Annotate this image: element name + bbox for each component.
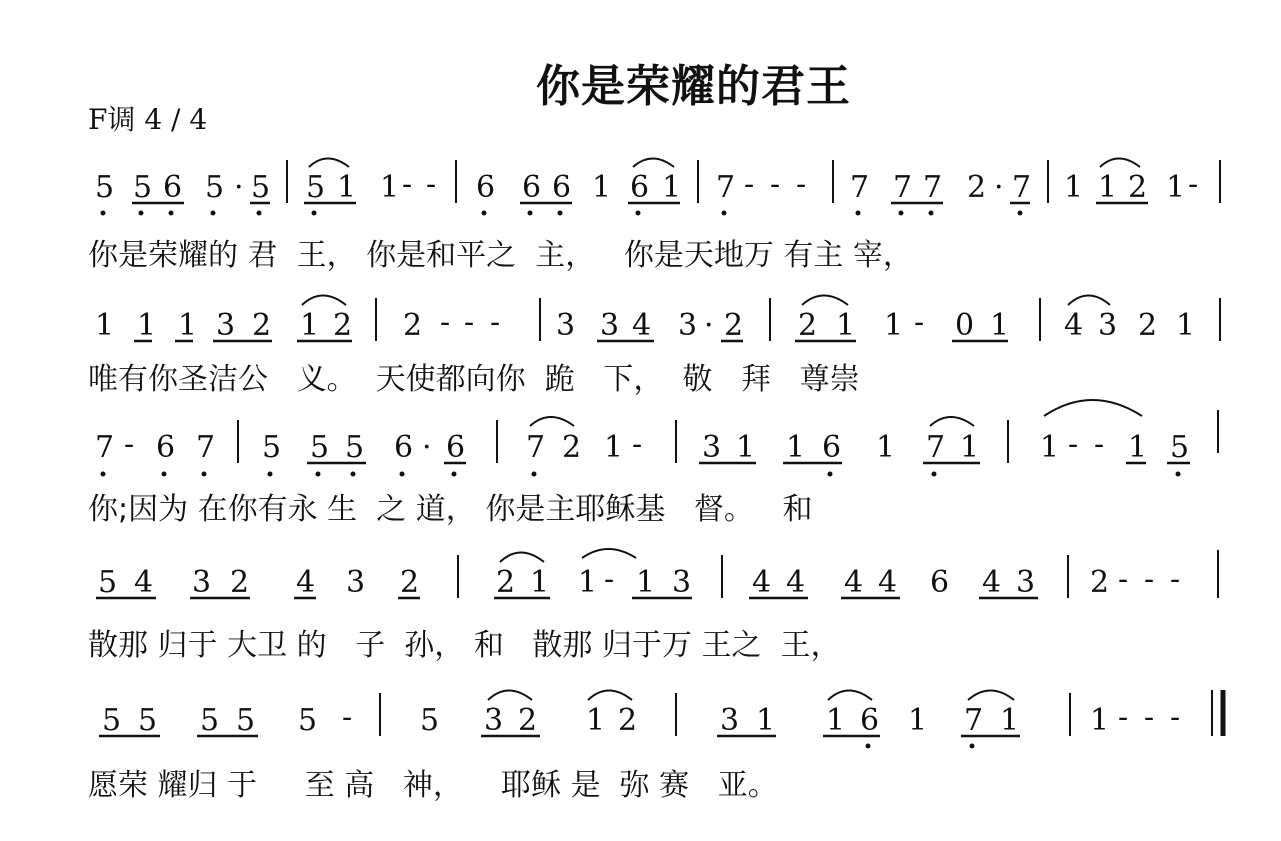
dash: - <box>604 562 615 597</box>
lyric-line-1: 你是荣耀的 君 王， 你是和平之 主， 你是天地万 有主 宰， <box>88 238 913 273</box>
note: 5 <box>133 170 153 205</box>
note: 5 <box>236 703 256 738</box>
note: · <box>234 170 244 205</box>
key-and-time-signature: F调 4 / 4 <box>88 103 208 136</box>
lyric-line-3: 你;因为 在你有永 生 之 道， 你是主耶稣基 督。 和 <box>88 492 813 527</box>
dash: - <box>796 167 807 202</box>
note: 1 <box>592 170 612 205</box>
note: 5 <box>95 170 115 205</box>
note: · <box>422 430 432 465</box>
note: 3 <box>192 565 212 600</box>
note: 4 <box>632 308 652 343</box>
note: 1 <box>137 308 157 343</box>
note: 4 <box>1064 308 1084 343</box>
note: 2 <box>333 308 353 343</box>
note: 4 <box>844 565 864 600</box>
note: 6 <box>822 430 842 465</box>
note: 7 <box>893 170 913 205</box>
dash: - <box>440 305 451 340</box>
note: 7 <box>95 430 115 465</box>
note: 2 <box>496 565 516 600</box>
note: 1 <box>876 430 896 465</box>
note: 1 <box>826 703 846 738</box>
dash: - <box>770 167 781 202</box>
score-line-4 <box>96 549 1218 600</box>
note: 7 <box>926 430 946 465</box>
note: 2 <box>403 308 423 343</box>
dash: - <box>1118 700 1129 735</box>
note: 1 <box>1090 703 1110 738</box>
note: 4 <box>134 565 154 600</box>
note: 1 <box>786 430 806 465</box>
note: 1 <box>756 703 776 738</box>
note: 3 <box>600 308 620 343</box>
note: 1 <box>990 308 1010 343</box>
note: 5 <box>310 430 330 465</box>
note: 5 <box>205 170 225 205</box>
note: · <box>994 170 1004 205</box>
dash: - <box>124 427 135 462</box>
note: 2 <box>1138 308 1158 343</box>
note: 1 <box>736 430 756 465</box>
note: 6 <box>446 430 466 465</box>
note: 1 <box>1000 703 1020 738</box>
score-line-1 <box>95 159 1220 216</box>
note: 3 <box>1098 308 1118 343</box>
note: 6 <box>522 170 542 205</box>
note: 5 <box>200 703 220 738</box>
note: 6 <box>860 703 880 738</box>
note: 1 <box>178 308 198 343</box>
note: 4 <box>752 565 772 600</box>
note: 2 <box>967 170 987 205</box>
note: 2 <box>252 308 272 343</box>
note: 6 <box>630 170 650 205</box>
note: 5 <box>345 430 365 465</box>
note: 2 <box>230 565 250 600</box>
note: 4 <box>878 565 898 600</box>
note: 7 <box>716 170 736 205</box>
note: 7 <box>526 430 546 465</box>
note: 3 <box>346 565 366 600</box>
note: 1 <box>337 170 357 205</box>
note: 5 <box>138 703 158 738</box>
note: 5 <box>1170 430 1190 465</box>
note: 1 <box>1128 430 1148 465</box>
note: 5 <box>262 430 282 465</box>
note: 4 <box>296 565 316 600</box>
dash: - <box>1170 700 1181 735</box>
dash: - <box>744 167 755 202</box>
dash: - <box>914 305 925 340</box>
note: 1 <box>662 170 682 205</box>
note: 0 <box>955 308 975 343</box>
lyric-line-5: 愿荣 耀归 于 至 高 神， 耶稣 是 弥 赛 亚。 <box>88 768 778 803</box>
dash: - <box>1188 167 1199 202</box>
note: 5 <box>420 703 440 738</box>
dash: - <box>490 305 501 340</box>
note: 3 <box>1016 565 1036 600</box>
dash: - <box>1118 562 1129 597</box>
note: 3 <box>556 308 576 343</box>
note: 1 <box>578 565 598 600</box>
note: 1 <box>586 703 606 738</box>
note: 1 <box>960 430 980 465</box>
score-line-5 <box>99 690 1223 749</box>
note: 1 <box>908 703 928 738</box>
dash: - <box>1144 700 1155 735</box>
note: 3 <box>672 565 692 600</box>
dash: - <box>1068 427 1079 462</box>
note: 1 <box>1166 170 1186 205</box>
note: 5 <box>98 565 118 600</box>
note: 6 <box>930 565 950 600</box>
note: 1 <box>1064 170 1084 205</box>
lyric-line-2: 唯有你圣洁公 义。 天使都向你 跪 下， 敬 拜 尊崇 <box>88 362 860 397</box>
note: 7 <box>964 703 984 738</box>
note: 3 <box>216 308 236 343</box>
note: 1 <box>530 565 550 600</box>
score-line-3 <box>95 400 1218 477</box>
note: · <box>704 308 714 343</box>
note: 5 <box>102 703 122 738</box>
note: 1 <box>1040 430 1060 465</box>
note: 1 <box>836 308 856 343</box>
dash: - <box>342 700 353 735</box>
dash: - <box>426 167 437 202</box>
note: 1 <box>95 308 115 343</box>
song-title: 你是荣耀的君王 <box>536 61 851 112</box>
note: 2 <box>618 703 638 738</box>
note: 2 <box>400 565 420 600</box>
note: 3 <box>678 308 698 343</box>
note: 5 <box>306 170 326 205</box>
note: 3 <box>720 703 740 738</box>
note: 4 <box>786 565 806 600</box>
note: 2 <box>562 430 582 465</box>
note: 7 <box>1012 170 1032 205</box>
note: 5 <box>251 170 271 205</box>
lyric-line-4: 散那 归于 大卫 的 子 孙， 和 散那 归于万 王之 王， <box>88 628 841 663</box>
note: 6 <box>552 170 572 205</box>
note: 1 <box>300 308 320 343</box>
note: 3 <box>484 703 504 738</box>
dash: - <box>1094 427 1105 462</box>
note: 2 <box>1128 170 1148 205</box>
note: 7 <box>923 170 943 205</box>
dash: - <box>632 427 643 462</box>
note: 1 <box>604 430 624 465</box>
note: 6 <box>156 430 176 465</box>
note: 2 <box>518 703 538 738</box>
dash: - <box>1170 562 1181 597</box>
note: 2 <box>798 308 818 343</box>
note: 1 <box>380 170 400 205</box>
note: 1 <box>1176 308 1196 343</box>
note: 7 <box>196 430 216 465</box>
note: 7 <box>850 170 870 205</box>
note: 4 <box>982 565 1002 600</box>
note: 1 <box>636 565 656 600</box>
note: 2 <box>724 308 744 343</box>
note: 6 <box>476 170 496 205</box>
note: 2 <box>1090 565 1110 600</box>
note: 1 <box>884 308 904 343</box>
score-line-2 <box>95 296 1220 344</box>
dash: - <box>402 167 413 202</box>
note: 1 <box>1098 170 1118 205</box>
note: 6 <box>394 430 414 465</box>
dash: - <box>464 305 475 340</box>
dash: - <box>1144 562 1155 597</box>
note: 3 <box>702 430 722 465</box>
note: 5 <box>298 703 318 738</box>
note: 6 <box>163 170 183 205</box>
